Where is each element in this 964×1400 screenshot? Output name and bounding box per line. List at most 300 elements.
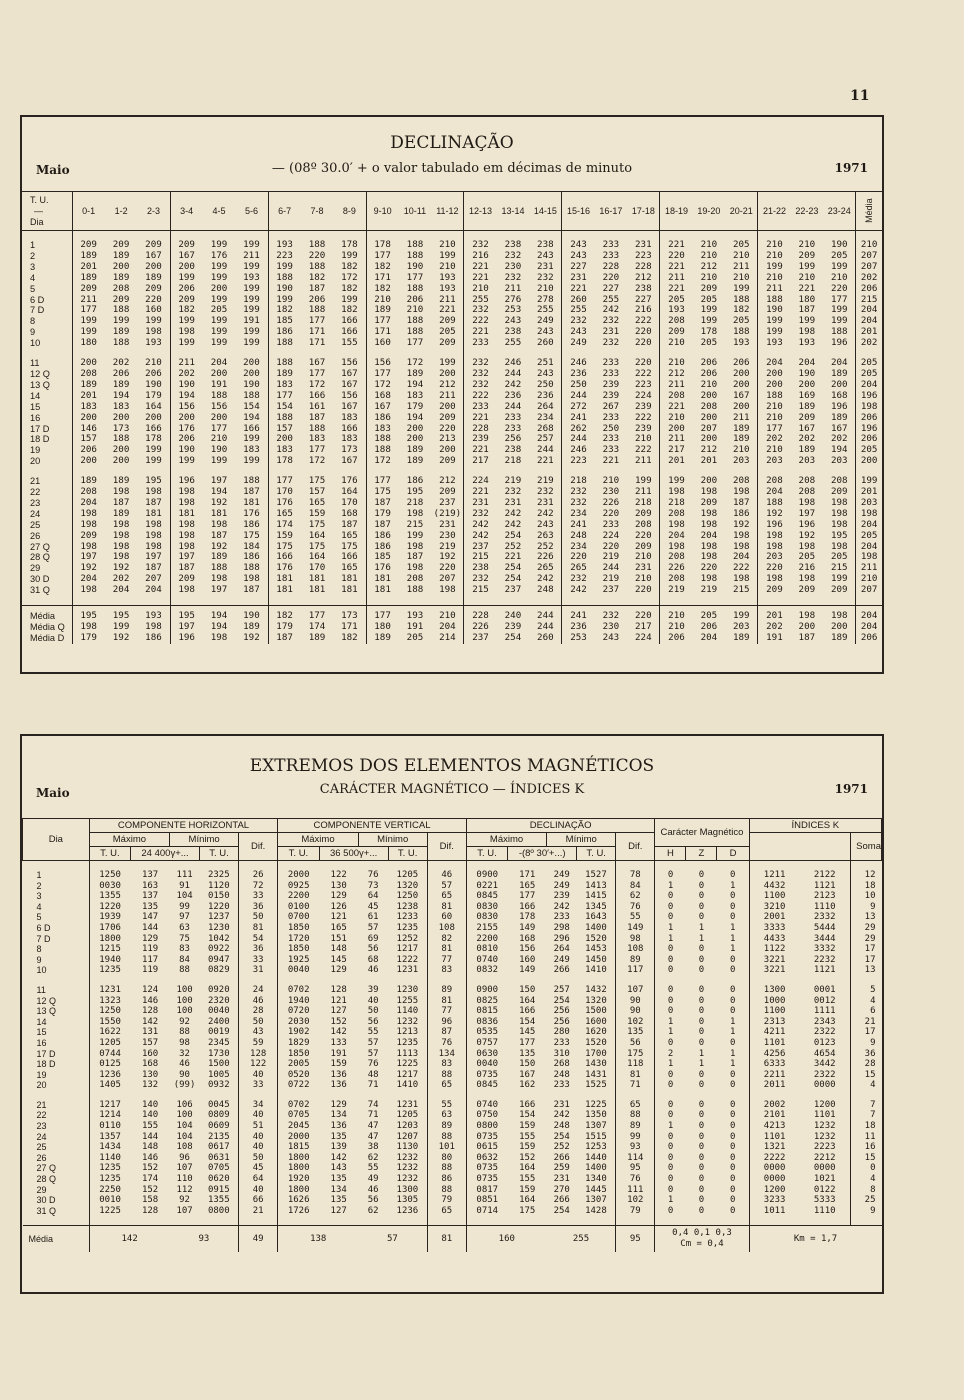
hourly-value: 212 xyxy=(635,271,652,283)
table-row xyxy=(23,1121,882,1132)
z-minimum-header: Mínimo xyxy=(358,833,427,847)
z-max-time: 1800 xyxy=(278,1185,319,1196)
character-d: 0 xyxy=(730,1069,736,1080)
z-difference: 76 xyxy=(427,1038,466,1049)
hourly-value: 221 xyxy=(504,551,522,563)
d-difference: 78 xyxy=(616,870,655,881)
d-max-time: 0851 xyxy=(466,1195,507,1206)
hourly-value: 189 xyxy=(72,380,105,391)
hourly-value: 202 xyxy=(112,357,130,369)
hourly-value: 192 xyxy=(112,562,130,574)
k-indices-second: 1232 xyxy=(813,1121,836,1132)
hourly-value: 198 xyxy=(210,518,228,530)
k-indices-first: 2002 xyxy=(749,1100,800,1111)
hourly-value: 209 xyxy=(170,574,203,585)
h-max-time: 0010 xyxy=(89,1195,130,1206)
hourly-value: 179 xyxy=(268,622,301,633)
h-min-value: 83 xyxy=(179,944,190,955)
character-h: 1 xyxy=(655,934,686,945)
z-max-time: 1925 xyxy=(278,955,319,966)
table-row xyxy=(23,912,882,923)
hourly-value: 260 xyxy=(562,295,595,306)
character-d: 0 xyxy=(730,901,736,912)
hourly-value: 199 xyxy=(830,260,848,272)
hourly-value: 193 xyxy=(145,337,162,349)
hourly-value: 182 xyxy=(341,304,358,316)
h-difference: 40 xyxy=(239,1185,278,1196)
hourly-value: 189 xyxy=(732,631,750,643)
hourly-value: 193 xyxy=(399,606,432,622)
k-indices-first: 2001 xyxy=(749,912,800,923)
h-max-time: 1235 xyxy=(89,965,130,976)
hourly-value: 210 xyxy=(635,433,652,445)
character-h: 0 xyxy=(655,1006,686,1017)
hourly-value: 209 xyxy=(660,327,693,338)
character-h: 0 xyxy=(655,1070,686,1081)
z-min-time: 1231 xyxy=(396,1099,419,1110)
hourly-value: 181 xyxy=(268,574,301,585)
hourly-value: 228 xyxy=(635,260,652,272)
hourly-value: 187 xyxy=(308,282,326,294)
hourly-value: 189 xyxy=(210,551,228,563)
hourly-value: 200 xyxy=(72,358,105,369)
hourly-value: 220 xyxy=(602,540,620,552)
hourly-value: 200 xyxy=(660,424,693,435)
hourly-value: 198 xyxy=(791,606,824,622)
d-difference: 135 xyxy=(616,1027,655,1038)
day-label: 10 xyxy=(36,965,47,976)
hourly-value: 187 xyxy=(145,496,162,508)
z-difference: 101 xyxy=(427,1142,466,1153)
hourly-value: 189 xyxy=(798,400,816,412)
k-indices-second: 0001 xyxy=(813,984,836,995)
table-row xyxy=(23,965,882,976)
hourly-value: 156 xyxy=(170,402,203,413)
hourly-value: 189 xyxy=(406,444,424,456)
hourly-value: 228 xyxy=(602,260,620,272)
hour-header: 6-7 xyxy=(268,192,301,231)
hour-header: 2-3 xyxy=(137,192,170,231)
z-max-value: 127 xyxy=(330,1006,347,1017)
d-min-value: 266 xyxy=(553,965,570,976)
hourly-value: 232 xyxy=(504,249,522,261)
hourly-value: 198 xyxy=(406,540,424,552)
hourly-value: 198 xyxy=(112,551,130,563)
hourly-value: 206 xyxy=(308,293,326,305)
d-min-time: 1620 xyxy=(585,1027,607,1038)
z-max-value: 159 xyxy=(330,1059,347,1070)
hourly-value: 224 xyxy=(635,389,652,401)
hourly-value: 198 xyxy=(732,486,750,498)
group-gap xyxy=(23,1216,882,1226)
day-label: 9 xyxy=(36,954,42,965)
extremes-year: 1971 xyxy=(834,782,868,796)
hourly-value: 196 xyxy=(758,520,791,531)
k-indices-second: 1232 xyxy=(813,1131,836,1142)
hourly-value: 199 xyxy=(210,271,228,283)
z-min-time: 1320 xyxy=(396,880,419,891)
d-min-time: 1307 xyxy=(585,1195,607,1206)
z-max-value: 121 xyxy=(330,995,347,1006)
hourly-value: 238 xyxy=(504,239,522,250)
hourly-value: 209 xyxy=(72,240,105,251)
hourly-value: 210 xyxy=(700,249,718,261)
hourly-value: 205 xyxy=(693,606,726,622)
hourly-value: 168 xyxy=(366,391,399,402)
hourly-value: 189 xyxy=(798,444,816,456)
z-min-time: 1250 xyxy=(396,891,419,902)
k-indices-second: 3332 xyxy=(813,944,836,955)
table-row xyxy=(23,1163,882,1174)
hourly-value: 209 xyxy=(439,411,456,423)
hourly-value: 209 xyxy=(830,584,848,596)
hourly-value: 189 xyxy=(268,369,301,380)
hour-header: 14-15 xyxy=(529,192,562,231)
hourly-value: 175 xyxy=(308,475,326,487)
hourly-value: 210 xyxy=(431,606,464,622)
hourly-value: 198 xyxy=(798,326,816,338)
declination-header: DECLINAÇÃO xyxy=(466,819,655,833)
hour-header: 8-9 xyxy=(333,192,366,231)
day-label: 23 xyxy=(36,1121,47,1132)
character-h-header: H xyxy=(655,847,686,861)
hourly-value: 218 xyxy=(562,476,595,487)
d-max-value: 159 xyxy=(519,1142,536,1153)
character-h: 0 xyxy=(655,902,686,913)
z-min-value: 76 xyxy=(367,870,379,880)
d-max-value: 160 xyxy=(519,954,536,965)
hourly-value: 254 xyxy=(504,529,522,541)
d-max-time: 0845 xyxy=(466,1080,507,1091)
hourly-value: 220 xyxy=(830,282,848,294)
hourly-value: 210 xyxy=(635,573,652,585)
k-sum: 5 xyxy=(850,985,881,996)
table-row xyxy=(23,1153,882,1164)
h-max-time: 2250 xyxy=(89,1185,130,1196)
daily-mean: 207 xyxy=(856,585,882,596)
d-max-value: 164 xyxy=(519,1195,536,1206)
hourly-value: 241 xyxy=(562,606,595,622)
hourly-value: 210 xyxy=(732,444,750,456)
z-min-value: 46 xyxy=(367,1184,379,1195)
day-label: 6 D xyxy=(36,922,51,933)
z-difference: 65 xyxy=(427,891,466,902)
hourly-value: 209 xyxy=(439,455,456,467)
hourly-value: 193 xyxy=(758,338,791,349)
extremes-title: EXTREMOS DOS ELEMENTOS MAGNÉTICOS xyxy=(249,756,655,776)
hourly-value: 177 xyxy=(268,476,301,487)
z-min-time: 1231 xyxy=(396,965,419,976)
k-indices-second: 2123 xyxy=(813,891,836,902)
d-min-time: 1643 xyxy=(585,912,607,923)
character-d: 0 xyxy=(730,1184,736,1195)
hourly-value: 222 xyxy=(635,315,652,327)
hourly-value: 181 xyxy=(308,573,326,585)
h-min-value: 91 xyxy=(179,880,190,891)
d-max-time: 0735 xyxy=(466,1174,507,1185)
d-max-value: 150 xyxy=(519,1059,536,1070)
day-label: 2 xyxy=(36,880,42,891)
h-min-time: 1005 xyxy=(207,1069,230,1080)
k-sum: 13 xyxy=(850,912,881,923)
hour-header: 20-21 xyxy=(725,192,758,231)
z-max-value: 133 xyxy=(330,1037,347,1048)
hourly-value: 199 xyxy=(830,573,848,585)
hourly-value: 207 xyxy=(439,573,456,585)
hourly-value: 175 xyxy=(341,540,358,552)
hourly-value: 220 xyxy=(635,357,652,369)
h-difference: 36 xyxy=(239,944,278,955)
hourly-value: 179 xyxy=(406,400,424,412)
hourly-value: 221 xyxy=(660,402,693,413)
table-row xyxy=(23,1070,882,1081)
h-difference: 33 xyxy=(239,1080,278,1091)
hourly-value: 171 xyxy=(308,326,326,338)
k-sum: 9 xyxy=(850,902,881,913)
hourly-value: 199 xyxy=(170,338,203,349)
hourly-value: 233 xyxy=(504,422,522,434)
hourly-value: 181 xyxy=(268,585,301,596)
h-min-time: 0631 xyxy=(207,1152,230,1163)
d-max-value: 145 xyxy=(519,1027,536,1038)
hourly-value: 255 xyxy=(464,295,497,306)
hourly-value: 217 xyxy=(635,621,652,632)
h-max-time: 1236 xyxy=(89,1070,130,1081)
hour-header: 0-1 xyxy=(72,192,105,231)
character-d: 0 xyxy=(730,1110,736,1121)
magnetic-character-header: Carácter Magnético xyxy=(655,819,749,847)
z-max-value: 129 xyxy=(330,891,347,902)
hourly-value: 211 xyxy=(635,455,652,467)
d-min-time: 1450 xyxy=(585,954,607,965)
z-dif-mean: 81 xyxy=(427,1226,466,1252)
h-difference: 50 xyxy=(239,912,278,923)
character-h: 0 xyxy=(655,996,686,1007)
hourly-value: 242 xyxy=(464,531,497,542)
hourly-value: 236 xyxy=(504,389,522,401)
d-min-time: 1340 xyxy=(585,1174,607,1185)
hourly-value: 208 xyxy=(798,475,816,487)
hourly-value: 189 xyxy=(112,271,130,283)
z-min-time: 1252 xyxy=(396,933,419,944)
hourly-value: 232 xyxy=(537,486,554,498)
declination-year: 1971 xyxy=(834,161,868,175)
h-max-time: 1250 xyxy=(89,1006,130,1017)
d-difference: 89 xyxy=(616,1121,655,1132)
day-label: 26 xyxy=(36,1152,47,1163)
hourly-value: 199 xyxy=(725,606,758,622)
hourly-value: 183 xyxy=(308,433,326,445)
h-max-time: 0110 xyxy=(89,1121,130,1132)
hourly-value: 233 xyxy=(602,249,620,261)
d-min-time: 1428 xyxy=(585,1205,607,1216)
character-z: 0 xyxy=(698,1037,705,1048)
z-max-value: 134 xyxy=(330,1184,347,1195)
hourly-value: 194 xyxy=(203,606,236,622)
hourly-value: 209 xyxy=(635,540,652,552)
hourly-value: 220 xyxy=(660,251,693,262)
hourly-value: 171 xyxy=(308,337,326,349)
hourly-value: 233 xyxy=(602,357,620,369)
k-indices-first: 4432 xyxy=(749,881,800,892)
character-d: 0 xyxy=(730,1205,736,1216)
h-max-time: 1225 xyxy=(89,1206,130,1217)
d-min-value: 268 xyxy=(553,1059,570,1070)
declination-hourly-table xyxy=(22,191,882,644)
hourly-value: 191 xyxy=(406,621,424,632)
hourly-value: 244 xyxy=(562,434,595,445)
z-min-value: 47 xyxy=(367,1121,379,1132)
h-max-time: 1434 xyxy=(89,1142,130,1153)
hourly-value: 190 xyxy=(758,305,791,316)
hourly-value: 212 xyxy=(439,378,456,390)
z-min-value: 73 xyxy=(367,880,379,891)
table-row xyxy=(22,585,882,596)
corner-bottom: Dia xyxy=(30,216,44,227)
z-difference: 81 xyxy=(427,996,466,1007)
d-max-value: 155 xyxy=(519,1174,536,1185)
z-max-value: 136 xyxy=(330,1080,347,1091)
hourly-value: 180 xyxy=(72,338,105,349)
hourly-value: 186 xyxy=(145,631,162,643)
k-sum: 25 xyxy=(850,1195,881,1206)
h-max-time: 1706 xyxy=(89,923,130,934)
z-max-time: 0040 xyxy=(278,965,319,976)
hourly-value: 208 xyxy=(406,573,424,585)
hourly-value: 243 xyxy=(537,249,554,261)
hourly-value: 243 xyxy=(562,327,595,338)
z-min-time: 1236 xyxy=(396,1205,419,1216)
hourly-value: 205 xyxy=(439,326,456,338)
hourly-value: 199 xyxy=(243,433,260,445)
hourly-value: 211 xyxy=(72,295,105,306)
hourly-value: 200 xyxy=(210,367,228,379)
hourly-value: 210 xyxy=(798,239,816,250)
hourly-value: 210 xyxy=(464,284,497,295)
h-min-time: 1730 xyxy=(207,1048,230,1059)
z-difference: 82 xyxy=(427,934,466,945)
hourly-value: 220 xyxy=(635,584,652,596)
k-indices-first: 4256 xyxy=(749,1049,800,1060)
d-max-value: 166 xyxy=(519,1006,536,1017)
z-base-header: 36 500γ+... xyxy=(319,847,388,861)
table-row xyxy=(22,606,882,622)
hourly-value: 264 xyxy=(537,400,554,412)
table-row xyxy=(23,1100,882,1111)
hourly-value: 201 xyxy=(700,455,718,467)
daily-mean: 204 xyxy=(856,542,882,553)
h-min-value: 96 xyxy=(179,1152,190,1163)
hourly-value: 198 xyxy=(72,520,105,531)
day-label: 28 Q xyxy=(36,1174,57,1185)
hourly-value: 194 xyxy=(170,391,203,402)
d-min-time: 1600 xyxy=(585,1016,607,1027)
hourly-value: 243 xyxy=(537,326,554,338)
hour-header: 19-20 xyxy=(693,192,726,231)
hourly-value: 188 xyxy=(268,413,301,424)
d-difference: 98 xyxy=(616,934,655,945)
character-h: 1 xyxy=(655,881,686,892)
hourly-value: 199 xyxy=(732,282,750,294)
z-max-time: 1815 xyxy=(278,1142,319,1153)
hourly-value: 243 xyxy=(504,315,522,327)
k-indices-first: 1321 xyxy=(749,1142,800,1153)
day-label: 12 Q xyxy=(36,995,57,1006)
hourly-value: 198 xyxy=(700,518,718,530)
z-min-time: 1255 xyxy=(396,995,419,1006)
h-max-time: 1622 xyxy=(89,1027,130,1038)
day-label: 15 xyxy=(30,401,41,412)
hourly-value: 199 xyxy=(439,249,456,261)
z-max-time: 0702 xyxy=(278,985,319,996)
hourly-value: 188 xyxy=(406,282,424,294)
k-sum: 6 xyxy=(850,1006,881,1017)
hourly-value: 190 xyxy=(170,380,203,391)
hourly-value: 187 xyxy=(366,520,399,531)
hourly-value: 187 xyxy=(366,498,399,509)
hourly-value: 246 xyxy=(562,445,595,456)
hourly-value: 199 xyxy=(243,282,260,294)
h-difference: 46 xyxy=(239,996,278,1007)
h-max-value: 140 xyxy=(141,1099,159,1110)
h-difference-header: Dif. xyxy=(239,833,278,861)
character-d: 0 xyxy=(730,965,736,976)
d-min-time-header: T. U. xyxy=(577,847,616,861)
hourly-value: 219 xyxy=(700,584,718,596)
z-min-value: 69 xyxy=(367,933,379,944)
z-min-value: 56 xyxy=(367,944,379,955)
h-max-time: 1231 xyxy=(89,985,130,996)
day-label: Média Q xyxy=(30,622,65,632)
z-difference: 81 xyxy=(427,944,466,955)
z-min-value: 50 xyxy=(367,1006,379,1017)
z-difference: 89 xyxy=(427,1121,466,1132)
d-max-value: 152 xyxy=(519,1152,536,1163)
d-max-time: 0845 xyxy=(466,891,507,902)
d-max-time: 0615 xyxy=(466,1142,507,1153)
hourly-value: 200 xyxy=(406,422,424,434)
hourly-value: 198 xyxy=(700,573,718,585)
hourly-value: 177 xyxy=(366,251,399,262)
k-indices-second: 5333 xyxy=(813,1195,836,1206)
hourly-value: 209 xyxy=(439,315,456,327)
d-max-value: 156 xyxy=(519,944,536,955)
d-minimum-header: Mínimo xyxy=(547,833,616,847)
hourly-value: 200 xyxy=(439,367,456,379)
hourly-value: 200 xyxy=(170,262,203,273)
hourly-value: 232 xyxy=(562,316,595,327)
hourly-value: 218 xyxy=(504,455,522,467)
d-difference: 111 xyxy=(616,1185,655,1196)
k-indices-first: 1200 xyxy=(749,1185,800,1196)
hourly-value: 206 xyxy=(700,621,718,632)
hourly-value: 211 xyxy=(660,273,693,284)
hourly-value: 198 xyxy=(758,531,791,542)
hourly-value: 200 xyxy=(170,413,203,424)
hourly-value: 263 xyxy=(537,529,554,541)
character-h: 1 xyxy=(655,1027,686,1038)
hourly-value: 233 xyxy=(602,518,620,530)
character-d: 0 xyxy=(730,1037,736,1048)
d-min-time: 1445 xyxy=(585,1184,607,1195)
hourly-value: 156 xyxy=(210,400,228,412)
table-row xyxy=(23,1027,882,1038)
hourly-value: 212 xyxy=(660,369,693,380)
daily-mean: 204 xyxy=(856,380,882,391)
hourly-value: 233 xyxy=(602,433,620,445)
k-indices-first: 3233 xyxy=(749,1195,800,1206)
hourly-value: 202 xyxy=(112,573,130,585)
